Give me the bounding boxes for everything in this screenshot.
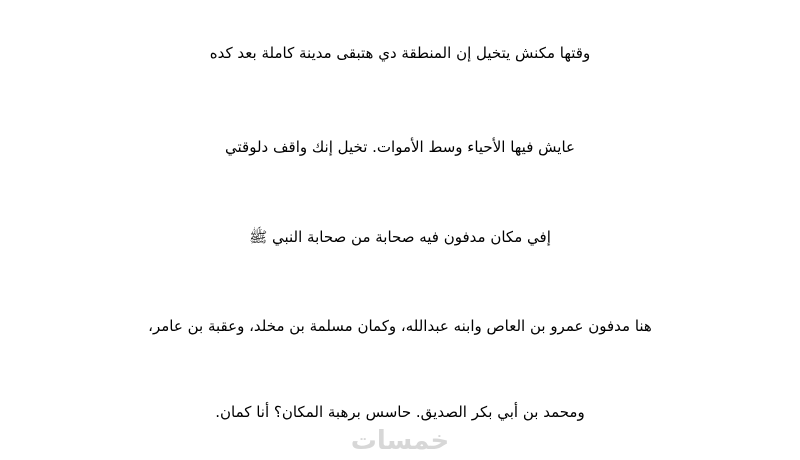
paragraph-line-1: وقتها مكنش يتخيل إن المنطقة دي هتبقى مدينة كاملة بعد كده	[209, 44, 591, 62]
paragraph-line-4: هنا مدفون عمرو بن العاص وابنه عبدالله، وكمان مسلمة بن مخلد، وعقبة بن عامر،	[148, 317, 652, 335]
paragraph-line-2: عايش فيها الأحياء وسط الأموات. تخيل إنك واقف دلوقتي	[225, 138, 575, 156]
khamsat-watermark-logo	[320, 424, 480, 458]
paragraph-line-3: إفي مكان مدفون فيه صحابة من صحابة النبي ﷺ	[249, 228, 551, 246]
watermark-text: خمسات	[350, 426, 450, 456]
paragraph-line-5: ومحمد بن أبي بكر الصديق. حاسس برهبة المكان؟ أنا كمان.	[215, 403, 585, 421]
